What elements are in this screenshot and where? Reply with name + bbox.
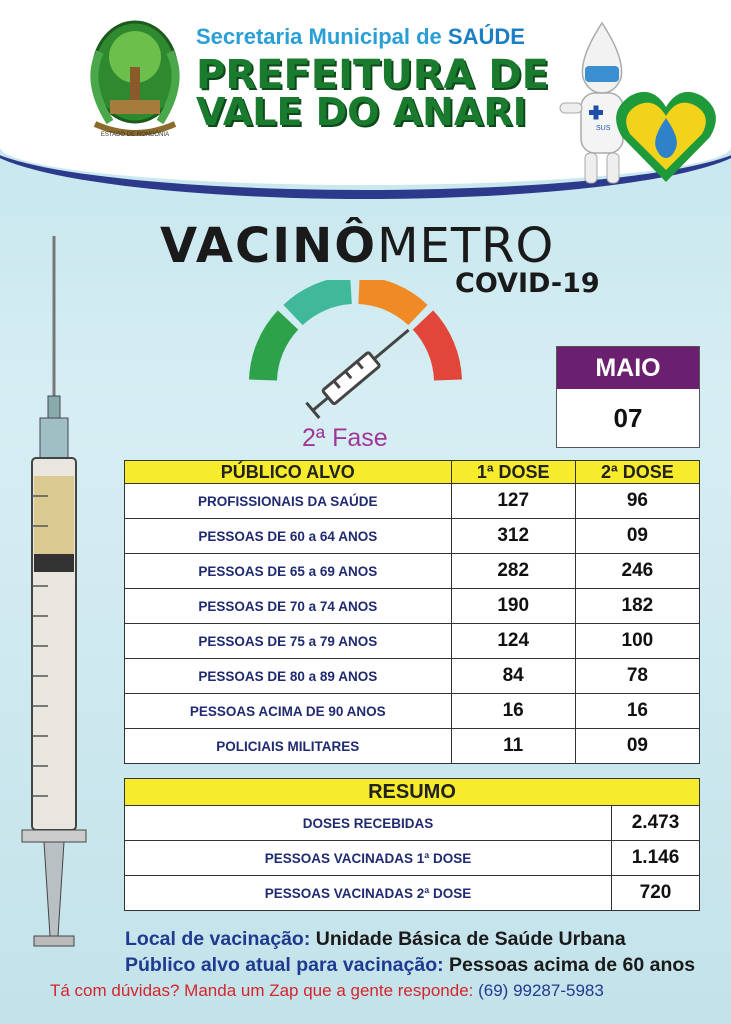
row-dose1: 84 xyxy=(451,659,575,694)
row-label: PESSOAS DE 60 a 64 ANOS xyxy=(125,519,452,554)
vacinometro-title xyxy=(160,218,554,274)
crest-text: ESTADO DE RONDÔNIA xyxy=(100,132,170,138)
syringe-illustration xyxy=(18,236,90,956)
target-line xyxy=(125,954,695,977)
title-bold: VACINÔ xyxy=(160,218,378,274)
row-label: PESSOAS ACIMA DE 90 ANOS xyxy=(125,694,452,729)
row-dose1: 11 xyxy=(451,729,575,764)
header-title-line2: VALE DO ANARI xyxy=(196,90,527,134)
row-label: PESSOAS DE 70 a 74 ANOS xyxy=(125,589,452,624)
header-dose2: 2ª DOSE xyxy=(575,461,699,484)
summary-value: 2.473 xyxy=(612,806,700,841)
header-subtitle xyxy=(196,24,525,50)
location-value: Unidade Básica de Saúde Urbana xyxy=(315,928,626,950)
row-label: PESSOAS DE 80 a 89 ANOS xyxy=(125,659,452,694)
location-label: Local de vacinação: xyxy=(125,928,311,950)
row-dose2: 78 xyxy=(575,659,699,694)
title-thin: METRO xyxy=(377,218,555,274)
table-row xyxy=(125,694,700,729)
location-line xyxy=(125,928,626,951)
row-dose2: 100 xyxy=(575,624,699,659)
table-row xyxy=(125,554,700,589)
contact-phone: (69) 99287-5983 xyxy=(478,981,604,1000)
summary-value: 1.146 xyxy=(612,841,700,876)
row-dose1: 282 xyxy=(451,554,575,589)
gauge-syringe-icon xyxy=(243,280,468,420)
row-dose1: 312 xyxy=(451,519,575,554)
summary-row xyxy=(125,876,700,911)
row-dose1: 190 xyxy=(451,589,575,624)
summary-row xyxy=(125,806,700,841)
table-row xyxy=(125,589,700,624)
row-label: PESSOAS DE 65 a 69 ANOS xyxy=(125,554,452,589)
row-dose1: 124 xyxy=(451,624,575,659)
contact-text: Tá com dúvidas? Manda um Zap que a gente responde: xyxy=(50,981,474,1000)
subtitle-highlight: SAÚDE xyxy=(447,24,525,49)
row-dose1: 16 xyxy=(451,694,575,729)
summary-label: PESSOAS VACINADAS 2ª DOSE xyxy=(125,876,612,911)
vaccination-table xyxy=(124,460,700,764)
header-target-group: PÚBLICO ALVO xyxy=(125,461,452,484)
table-header-row xyxy=(125,461,700,484)
summary-label: PESSOAS VACINADAS 1ª DOSE xyxy=(125,841,612,876)
row-label: POLICIAIS MILITARES xyxy=(125,729,452,764)
row-dose2: 96 xyxy=(575,484,699,519)
row-dose2: 16 xyxy=(575,694,699,729)
table-row xyxy=(125,519,700,554)
row-label: PESSOAS DE 75 a 79 ANOS xyxy=(125,624,452,659)
row-dose2: 09 xyxy=(575,729,699,764)
summary-title: RESUMO xyxy=(125,779,700,806)
heart-drop-icon xyxy=(612,82,720,190)
summary-row xyxy=(125,841,700,876)
summary-value: 720 xyxy=(612,876,700,911)
summary-header-row xyxy=(125,779,700,806)
target-value: Pessoas acima de 60 anos xyxy=(449,954,696,976)
header-dose1: 1ª DOSE xyxy=(451,461,575,484)
table-row xyxy=(125,659,700,694)
row-dose2: 182 xyxy=(575,589,699,624)
row-dose2: 09 xyxy=(575,519,699,554)
summary-label: DOSES RECEBIDAS xyxy=(125,806,612,841)
row-label: PROFISSIONAIS DA SAÚDE xyxy=(125,484,452,519)
table-row xyxy=(125,484,700,519)
municipal-crest-logo xyxy=(80,12,190,142)
date-box xyxy=(556,346,700,448)
contact-line xyxy=(50,981,604,1001)
phase-label: 2ª Fase xyxy=(302,424,388,452)
subtitle-prefix: Secretaria Municipal de xyxy=(196,24,442,49)
row-dose2: 246 xyxy=(575,554,699,589)
day-label: 07 xyxy=(613,402,643,433)
mascot-badge: SUS xyxy=(596,125,611,132)
target-label: Público alvo atual para vacinação: xyxy=(125,954,444,976)
header-title-line1: PREFEITURA DE xyxy=(196,52,549,98)
table-row xyxy=(125,624,700,659)
month-label: MAIO xyxy=(557,347,699,389)
covid-subtitle: COVID-19 xyxy=(455,268,600,299)
summary-table xyxy=(124,778,700,911)
row-dose1: 127 xyxy=(451,484,575,519)
table-row xyxy=(125,729,700,764)
